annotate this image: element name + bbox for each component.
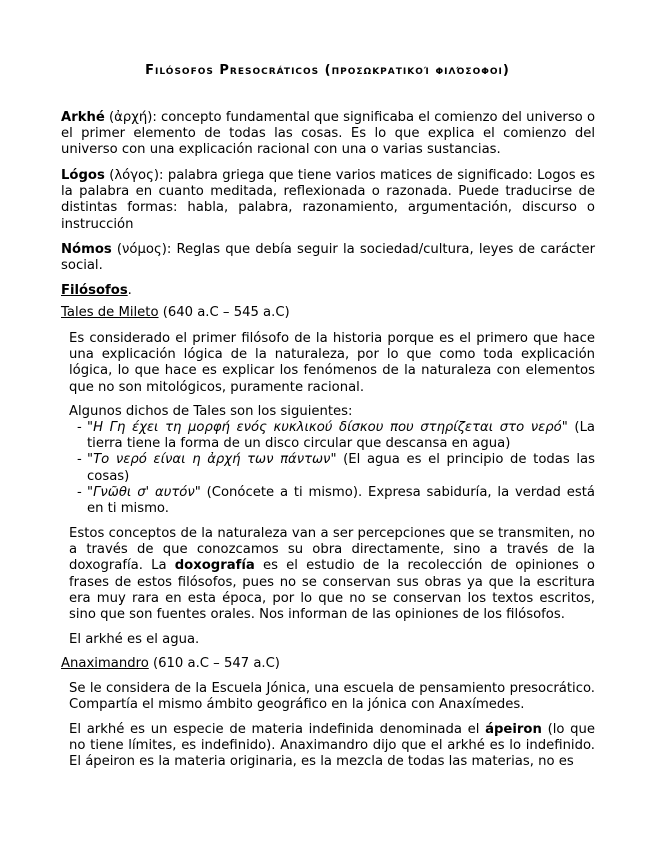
list-dash: - bbox=[77, 420, 82, 435]
greek-quote: Η Γη έχει τη μορφή ενός κυκλικού δίσκου που στηρίζεται στο νερό bbox=[93, 420, 562, 435]
tales-dates: (640 a.C – 545 a.C) bbox=[158, 305, 290, 320]
definition-nomos bbox=[61, 242, 595, 274]
tales-heading bbox=[61, 305, 595, 321]
paragraph-text: es el estudio de la recolección de opiniones o frases de estos filósofos, pues no se conservan sus obras ya que la escritura era muy rara en esta época, por lo que no se conservan los textos escritos, sino que son fuentes orales. Nos informan de las opiniones de los filósofos. bbox=[69, 558, 595, 623]
list-item: - "Γνῶθι σ' αυτόν" (Conócete a ti mismo). Expresa sabiduría, la verdad está en ti mismo. bbox=[77, 484, 595, 517]
anaximandro-paragraph-1 bbox=[69, 681, 595, 713]
greek-logos: (λόγος) bbox=[104, 168, 159, 183]
anaximandro-dates: (610 a.C – 547 a.C) bbox=[148, 656, 280, 671]
definition-text: : Reglas que debía seguir la sociedad/cultura, leyes de carácter social. bbox=[61, 242, 595, 274]
greek-quote: Το νερό είναι η ἀρχή των πάντων bbox=[93, 452, 331, 468]
tales-dichos-intro bbox=[69, 404, 595, 420]
paragraph-text: Algunos dichos de Tales son los siguientes: bbox=[69, 404, 353, 419]
paragraph-text: Se le considera de la Escuela Jónica, una escuela de pensamiento presocrático. Compartía el mismo ámbito geográfico en la jónica con Anaxímedes. bbox=[69, 681, 595, 713]
filosofos-heading bbox=[61, 283, 595, 299]
greek-nomos: (νόμος) bbox=[111, 242, 167, 257]
paragraph-text: Es considerado el primer filósofo de la historia porque es el primero que hace una explicación lógica de la naturaleza, por lo que como toda explicación lógica, lo que hace es explicar los fenómenos de la naturaleza con elementos que no son mitológicos, puramente racional. bbox=[69, 331, 595, 395]
filosofos-heading-dot: . bbox=[127, 283, 132, 298]
anaximandro-heading bbox=[61, 656, 595, 672]
anaximandro-name: Anaximandro bbox=[61, 656, 149, 671]
tales-paragraph-2 bbox=[69, 526, 595, 623]
page-title: Filósofos Presocráticos (προσωκρατικοί φιλόσοφοι) bbox=[145, 63, 510, 78]
tales-dichos-list bbox=[77, 420, 595, 517]
paragraph-text: El arkhé es el agua. bbox=[69, 632, 200, 647]
tales-name: Tales de Mileto bbox=[61, 305, 159, 320]
quote-translation: (La tierra tiene la forma de un disco circular que descansa en agua) bbox=[87, 420, 595, 452]
anaximandro-paragraph-2 bbox=[69, 722, 595, 771]
term-doxografia: doxografía bbox=[174, 558, 255, 574]
quote-translation: (Conócete a ti mismo). Expresa sabiduría, la verdad está en ti mismo. bbox=[87, 484, 595, 517]
greek-quote: Γνῶθι σ' αυτόν bbox=[93, 484, 195, 500]
term-nomos: Nómos bbox=[61, 242, 112, 257]
greek-arkhe: (ἀρχή) bbox=[104, 110, 153, 125]
paragraph-text: (lo que no tiene límites, es indefinido). Anaximandro dijo que el arkhé es lo indefinido. El ápeiron es la materia originaria, es la mezcla de todas las materias, no es bbox=[69, 722, 595, 770]
definition-text: : palabra griega que tiene varios matices de significado: Logos es la palabra en cuanto meditada, reflexionada o razonada. Puede traducirse de distintas formas: habla, palabra, razonamiento, argumentación, discurso o instrucción bbox=[61, 168, 595, 232]
list-item: - "Το νερό είναι η ἀρχή των πάντων" (El agua es el principio de todas las cosas) bbox=[77, 452, 596, 484]
paragraph-text: El arkhé es un especie de materia indefinida denominada el bbox=[69, 722, 486, 737]
term-arkhe: Arkhé bbox=[61, 110, 105, 125]
quote-translation: (El agua es el principio de todas las cosas) bbox=[87, 452, 596, 484]
paragraph-text: Estos conceptos de la naturaleza van a ser percepciones que se transmiten, no a través de que conozcamos su obra directamente, sino a través de la doxografía. La bbox=[69, 526, 595, 574]
tales-paragraph-1 bbox=[69, 331, 595, 396]
filosofos-heading-text: Filósofos bbox=[61, 283, 128, 298]
list-dash: - bbox=[77, 484, 82, 500]
definition-arkhe bbox=[61, 110, 595, 159]
list-dash: - bbox=[77, 452, 82, 468]
definition-text: : concepto fundamental que significaba el comienzo del universo o el primer elemento de todas las cosas. Es lo que explica el comienzo del universo con una explicación racional con una o varias sustancias. bbox=[61, 110, 596, 158]
term-apeiron: ápeiron bbox=[485, 722, 542, 737]
term-logos: Lógos bbox=[61, 168, 105, 183]
definition-logos bbox=[61, 168, 595, 233]
tales-arkhe-line bbox=[69, 632, 595, 648]
list-item: - "Η Γη έχει τη μορφή ενός κυκλικού δίσκου που στηρίζεται στο νερό" (La tierra tiene la forma de un disco circular que descansa en agua) bbox=[77, 420, 595, 452]
